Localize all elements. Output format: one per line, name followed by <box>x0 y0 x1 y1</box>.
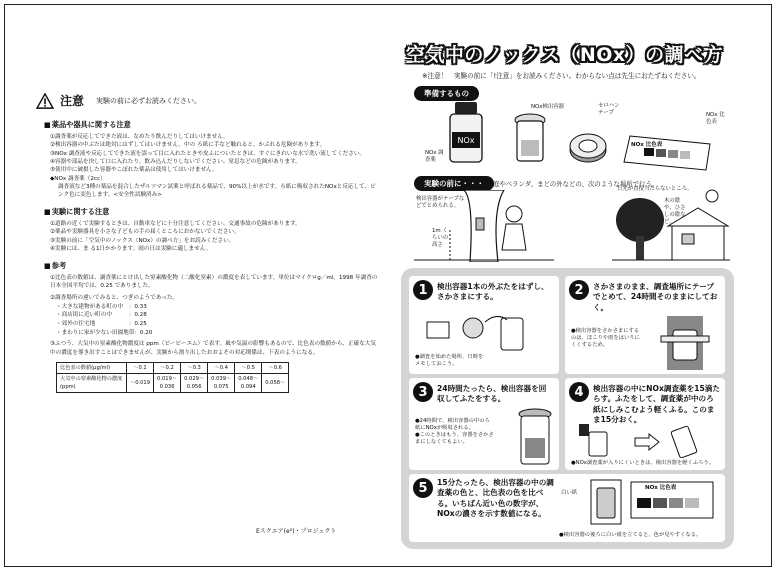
reference-p2: ②調査場所の違いでみると、つぎのようであった。 <box>50 295 179 302</box>
table-cell: 〜0.4 <box>208 362 235 373</box>
list-item: ②検出容器の中ぶたは絶対にはずしてはいけません。中の ろ紙に手など触れると、かぶれる危険があります。 <box>50 142 326 149</box>
chemicals-list <box>50 133 381 200</box>
notice-text: ※注意！ 実験の前に「!注意」をお読みください。わからない点は先生におたずねください。 <box>422 72 701 80</box>
color-chart-icon <box>622 132 714 172</box>
step-number: 5 <box>413 478 433 498</box>
list-item: ③実験の前に「空気中のノックス（NOx）の調べ方」をお読みください。 <box>50 237 235 244</box>
reagent-label: ◆NOx 調査薬（2cc） <box>50 175 106 182</box>
step-3 <box>409 378 559 470</box>
before-label: 実験の前に・・・ <box>414 176 494 191</box>
step-number: 3 <box>413 382 433 402</box>
credit: Eスクエア(e²)・プロジェクト <box>256 528 337 535</box>
warning-icon <box>36 93 54 109</box>
concentration-table <box>56 362 289 393</box>
scene-note: 木の陰や、ひさしの陰など。 <box>664 198 686 226</box>
table-cell: 0.048〜 0.094 <box>235 373 262 392</box>
white-paper-label: 白い紙 <box>561 490 578 496</box>
step-note: ●NOx調査薬が入りにくいときは、検出容器を軽くふろう。 <box>571 460 715 466</box>
scene-note: 1m くらいの高さ <box>432 228 449 249</box>
step-note: ●24時間で、検出容器の中のろ紙にNOxが吸収される。 ●このときはもう、容器をさかさまにしなくてもよい。 <box>415 418 494 446</box>
list-item: ①道路の近くで実験するときは、自動車などに十分注意してください。交通事故の危険があります。 <box>50 221 301 228</box>
table-cell: 〜0.5 <box>235 362 262 373</box>
table-cell: 〜0.1 <box>127 362 154 373</box>
caution-subtitle: 実験の前に必ずお読みください。 <box>96 96 202 105</box>
place-item: ・まわりに家が少ない田園地帯：0.20 <box>56 329 153 336</box>
scene-note: 日光が直接当たらないところ。 <box>617 186 693 192</box>
caution-title: 注意 <box>60 94 85 108</box>
step-note: ●検出容器の後ろに白い紙を立てると、色が見やすくなる。 <box>559 532 702 538</box>
list-item: ⑤使用中に破損した容器やこぼれた薬品は使用してはいけません。 <box>50 167 218 174</box>
step-text: 検出容器の中にNOx調査薬を15滴たらす。ふたをして、調査薬が中のろ紙にしみこむよう軽くふる。このまま15分おく。 <box>593 384 720 424</box>
table-cell: 0.058〜 <box>262 373 289 392</box>
step-2 <box>565 276 725 374</box>
remove-cap-icon <box>421 312 541 352</box>
kit-label-chart: NOx 比色表 <box>706 112 725 126</box>
list-item: ③NOx 調査液や反応してできた液を誤って目に入れたときや皮ふについたときは、すぐにきれいな水で洗い流してください。 <box>50 150 366 157</box>
place-item: ・郊外の住宅地 ：0.25 <box>56 321 147 328</box>
step-number: 1 <box>413 280 433 300</box>
table-cell: 〜0.2 <box>154 362 181 373</box>
detector-container-icon <box>512 112 548 164</box>
chart-mini-label: NOx 比色表 <box>645 485 677 491</box>
table-row <box>57 373 289 392</box>
step-text: 15分たったら、検出容器の中の調査薬の色と、比色表の色を比べる。いちばん近い色の数字が、NOxの濃さを示す数値になる。 <box>437 478 554 518</box>
table-row <box>57 362 289 373</box>
table-cell: 〜0.6 <box>262 362 289 373</box>
reference-p3: ③ふつう、大気中の窒素酸化物濃度は ppm（ピーピーエム）で表す。風や気温の影響もあるので、比色表の数値から、正確な大気中の濃度を導き出すことはできませんが、実験から割り出したおおよその対応関係は、下表のようになる。 <box>50 341 376 356</box>
table-cell: 比色表の数値(μg/ml) <box>57 362 127 373</box>
list-item: ④実験には、ま る1日かかります。雨の日は実験に適しません。 <box>50 246 212 253</box>
table-cell: 0.039〜 0.075 <box>208 373 235 392</box>
step-1 <box>409 276 559 374</box>
step-text: 24時間たったら、検出容器を回収してふたをする。 <box>437 384 547 404</box>
experiment-list <box>50 220 381 254</box>
table-cell: 大気中の窒素酸化物の濃度(ppm) <box>57 373 127 392</box>
step-5 <box>409 474 725 542</box>
place-item: ・大きな建物がある町の中 ：0.33 <box>56 303 147 310</box>
caution-page <box>36 92 381 393</box>
tape-roll-icon <box>566 124 610 168</box>
table-cell: 〜0.3 <box>181 362 208 373</box>
kit-label-reagent: NOx 調査薬 <box>425 150 444 164</box>
kit-label-container: NOx検出容器 <box>531 104 565 110</box>
taped-container-icon <box>657 316 713 370</box>
svg-text:NOx: NOx <box>457 136 475 145</box>
list-item: ④容器や部品を決して口に入れたり、飲み込んだりしないでください。窒息などの危険があります。 <box>50 158 301 165</box>
list-item: ②薬品や実験器具を小さな子どもの手の届くところにおかないでください。 <box>50 229 240 236</box>
kit-chart-header: NOx 比色表 <box>631 142 663 148</box>
step-text: 検出容器1本の外ぶたをはずし、さかさまにする。 <box>437 282 549 302</box>
experiment-heading: ■ 実験に関する注意 <box>44 206 381 217</box>
step-text: さかさまのまま、調査場所にテープでとめて、24時間そのままにしておく。 <box>593 282 718 312</box>
reference-heading: ■ 参考 <box>44 260 381 271</box>
chemicals-heading: ■ 薬品や器具に関する注意 <box>44 119 381 130</box>
list-item: ①調査薬が反応してできた液は、なめたり飲んだりしてはいけません。 <box>50 133 229 140</box>
steps-panel <box>401 268 734 549</box>
step-number: 2 <box>569 280 589 300</box>
drop-reagent-icon <box>575 422 715 458</box>
page-title: 空気中のノックス（NOx）の調べ方 <box>405 43 724 66</box>
reference-body <box>50 274 381 358</box>
kit-label-tape: セロハンテープ <box>598 103 620 117</box>
step-number: 4 <box>569 382 589 402</box>
table-cell: 〜0.019 <box>127 373 154 392</box>
reagent-description: 調査液など3種の薬品を混合したザルツマン試薬と呼ばれる薬品で、90%以上が水です。ろ紙に吸収されたNOxと反応して、ピンク色に変色します。<安全性試験済み> <box>58 184 376 199</box>
step-note: ●調査を始めた場所、日時をメモしておこう。 <box>415 354 484 368</box>
step-4 <box>565 378 725 470</box>
caution-header <box>36 92 381 111</box>
capped-container-icon <box>515 408 555 466</box>
before-text: 庭やベランダ、まどの外などの、次のような場所で行う。 <box>493 180 659 188</box>
step-note: ●検出容器をさかさまにするのは、ほこりや雨をはいりにくくするため。 <box>571 328 640 349</box>
prepare-label: 準備するもの <box>414 86 479 101</box>
reference-p1: ①比色表の数値は、調査薬にとけ出した窒素酸化物（二酸化窒素）の濃度を表しています。単位はマイクロg／ml。1998 年調査の日本全国平均では、0.25 でありました。 <box>50 274 378 290</box>
table-cell: 0.019〜 0.036 <box>154 373 181 392</box>
scene-note: 検出容器がテープなどでとめられる。 <box>416 196 465 210</box>
place-item: ・商店街に近い町の中 ：0.28 <box>56 312 147 319</box>
table-cell: 0.029〜 0.056 <box>181 373 208 392</box>
reagent-bottle-icon <box>446 100 486 164</box>
